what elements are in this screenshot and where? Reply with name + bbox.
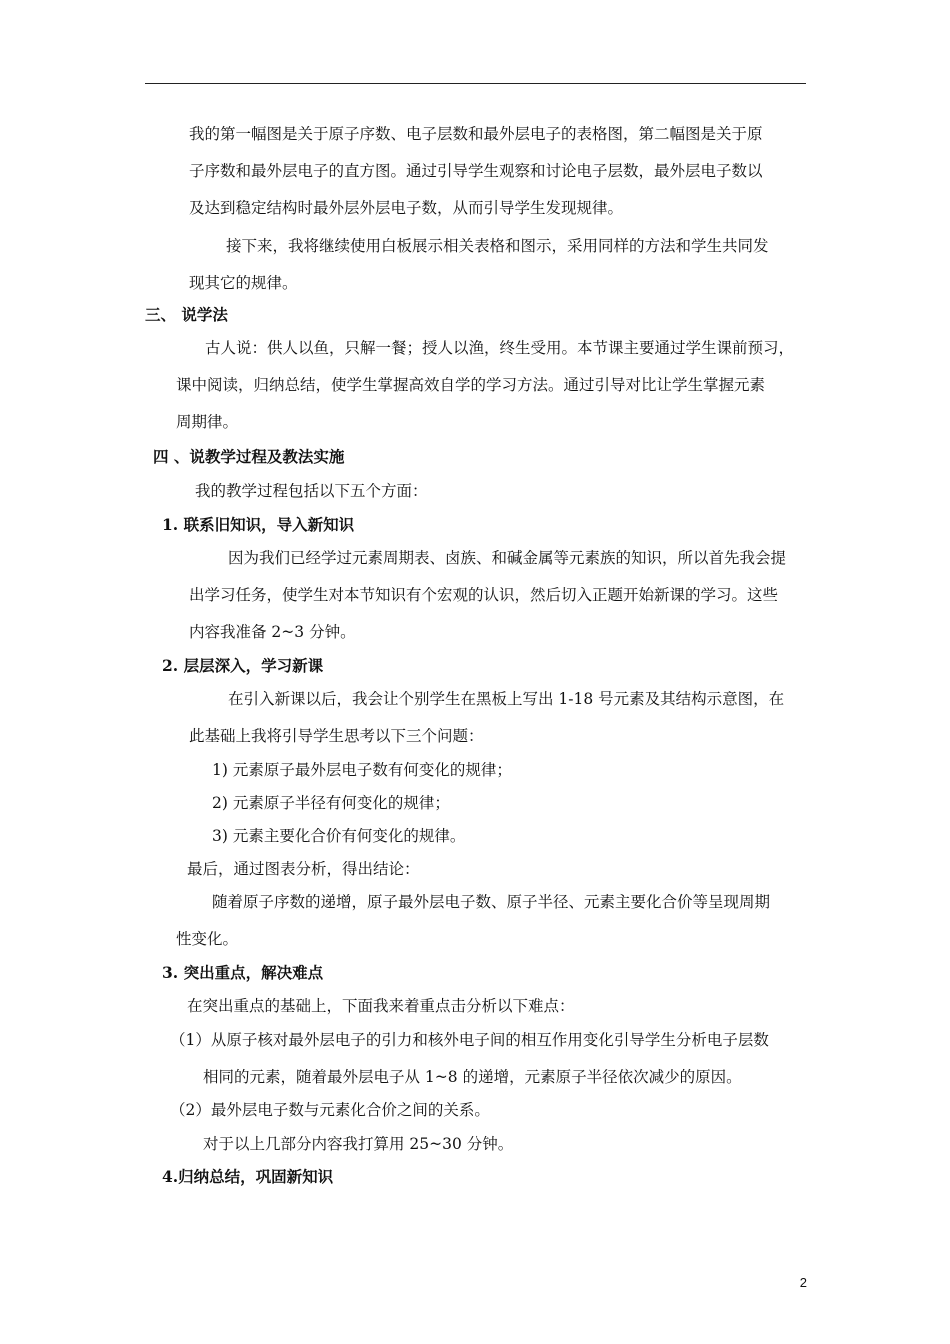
text-line: 接下来，我将继续使用白板展示相关表格和图示，采用同样的方法和学生共同发	[226, 237, 769, 255]
subsection-heading: 1. 联系旧知识，导入新知识	[162, 515, 355, 534]
subsection-heading: 4.归纳总结，巩固新知识	[162, 1167, 334, 1186]
section-heading: 三、 说学法	[145, 305, 228, 324]
text-line: （1）从原子核对最外层电子的引力和核外电子间的相互作用变化引导学生分析电子层数	[170, 1031, 769, 1049]
text-line: 因为我们已经学过元素周期表、卤族、和碱金属等元素族的知识，所以首先我会提	[228, 549, 787, 567]
text-line: 出学习任务，使学生对本节知识有个宏观的认识，然后切入正题开始新课的学习。这些	[189, 586, 779, 604]
text-line: 相同的元素，随着最外层电子从 1~8 的递增，元素原子半径依次减少的原因。	[203, 1068, 742, 1086]
section-heading: 四 、说教学过程及教法实施	[153, 447, 345, 466]
text-line: 子序数和最外层电子的直方图。通过引导学生观察和讨论电子层数，最外层电子数以	[189, 162, 763, 180]
page-number: 2	[799, 1275, 807, 1290]
text-line: 课中阅读，归纳总结，使学生掌握高效自学的学习方法。通过引导对比让学生掌握元素	[176, 376, 766, 394]
subsection-heading: 2. 层层深入，学习新课	[162, 656, 324, 675]
text-line: 我的第一幅图是关于原子序数、电子层数和最外层电子的表格图，第二幅图是关于原	[189, 125, 763, 143]
list-item: 2) 元素原子半径有何变化的规律；	[212, 794, 450, 812]
text-line: 内容我准备 2~3 分钟。	[189, 623, 356, 641]
text-line: 对于以上几部分内容我打算用 25~30 分钟。	[203, 1135, 514, 1153]
text-line: 现其它的规律。	[189, 274, 298, 292]
subsection-heading: 3. 突出重点，解决难点	[162, 963, 324, 982]
text-line: 在引入新课以后，我会让个别学生在黑板上写出 1-18 号元素及其结构示意图，在	[228, 690, 785, 708]
text-line: 周期律。	[176, 413, 239, 431]
header-rule	[145, 83, 806, 84]
text-line: （2）最外层电子数与元素化合价之间的关系。	[170, 1101, 490, 1119]
text-line: 性变化。	[176, 930, 239, 948]
list-item: 3) 元素主要化合价有何变化的规律。	[212, 827, 466, 845]
text-line: 此基础上我将引导学生思考以下三个问题：	[189, 727, 484, 745]
text-line: 及达到稳定结构时最外层外层电子数，从而引导学生发现规律。	[189, 199, 624, 217]
list-item: 1) 元素原子最外层电子数有何变化的规律；	[212, 761, 512, 779]
text-line: 最后，通过图表分析，得出结论：	[187, 860, 420, 878]
text-line: 在突出重点的基础上，下面我来着重点击分析以下难点：	[187, 997, 575, 1015]
text-line: 我的教学过程包括以下五个方面：	[195, 482, 428, 500]
text-line: 随着原子序数的递增，原子最外层电子数、原子半径、元素主要化合价等呈现周期	[212, 893, 771, 911]
text-line: 古人说：供人以鱼，只解一餐；授人以渔，终生受用。本节课主要通过学生课前预习，	[205, 339, 795, 357]
